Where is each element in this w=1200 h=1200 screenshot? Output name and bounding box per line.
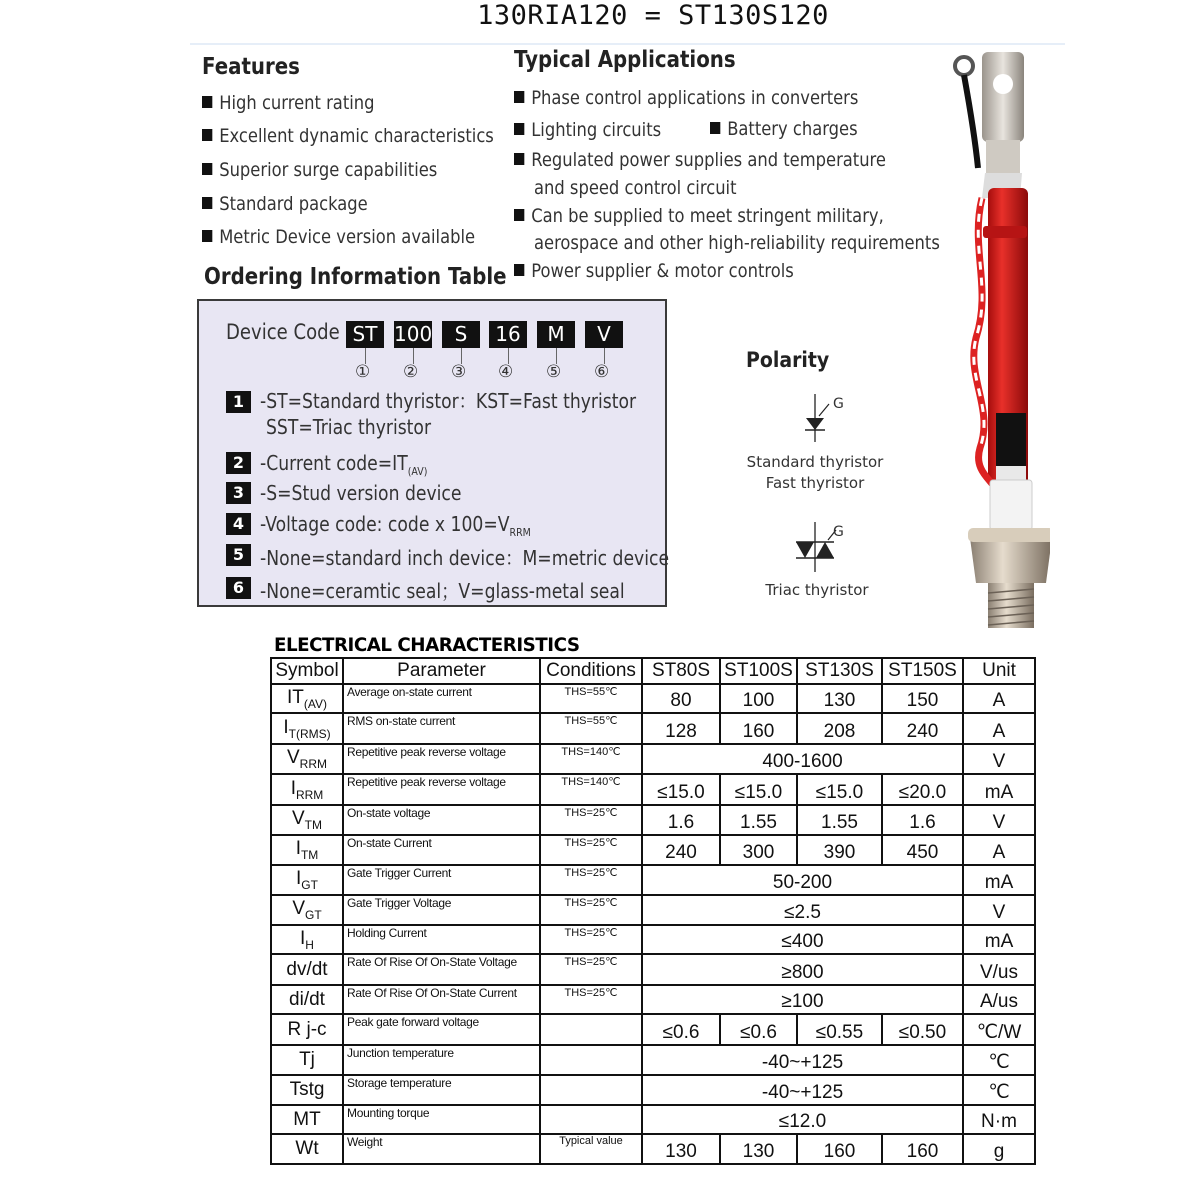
symbol-cell: $I_H$: [271, 925, 343, 954]
unit-cell: g: [963, 1134, 1035, 1164]
symbol-cell: Wt: [271, 1134, 343, 1164]
parameter-cell: Rate Of Rise Of On-State Voltage: [343, 954, 540, 985]
value-cell: 1.6: [642, 805, 720, 835]
parameter-cell: Holding Current: [343, 925, 540, 954]
value-cell: 128: [642, 713, 720, 744]
ordering-number-badge: 4: [226, 513, 251, 535]
symbol-cell: di/dt: [271, 985, 343, 1014]
application-item: Lighting circuits: [514, 119, 661, 141]
unit-cell: A: [963, 684, 1035, 713]
parameter-cell: Rate Of Rise Of On-State Current: [343, 985, 540, 1014]
conditions-cell: THS=140℃: [540, 774, 642, 805]
thyristor-product-image: [930, 48, 1050, 633]
value-cell: ≤0.6: [720, 1014, 797, 1045]
value-cell: 130: [797, 684, 882, 713]
unit-cell: mA: [963, 865, 1035, 895]
feature-item: Excellent dynamic characteristics: [202, 125, 494, 147]
conditions-cell: THS=25℃: [540, 895, 642, 925]
conditions-cell: THS=25℃: [540, 954, 642, 985]
table-row: [271, 1105, 1035, 1134]
value-cell: 160: [797, 1134, 882, 1164]
ordering-number-badge: 3: [226, 482, 251, 504]
unit-cell: ℃: [963, 1045, 1035, 1075]
unit-cell: A: [963, 713, 1035, 744]
symbol-cell: R j-c: [271, 1014, 343, 1045]
value-cell: ≤400: [642, 925, 963, 954]
application-item: Phase control applications in converters: [514, 87, 858, 109]
conditions-cell: Typical value: [540, 1134, 642, 1164]
title-divider: [190, 43, 1065, 45]
value-cell: ≥100: [642, 985, 963, 1014]
symbol-cell: $V_{TM}$: [271, 805, 343, 835]
polarity-heading: Polarity: [746, 348, 830, 372]
bullet-icon: [514, 123, 524, 135]
feature-item: Standard package: [202, 193, 368, 215]
table-header-cell: Symbol: [271, 658, 343, 684]
table-row: [271, 835, 1035, 865]
gate-label: G: [833, 524, 844, 540]
value-cell: 390: [797, 835, 882, 865]
value-cell: 208: [797, 713, 882, 744]
unit-cell: mA: [963, 925, 1035, 954]
ordering-number-badge: 1: [226, 391, 251, 413]
feature-item: Superior surge capabilities: [202, 159, 437, 181]
table-header-cell: ST80S: [642, 658, 720, 684]
triac-thyristor-label: Triac thyristor: [765, 581, 869, 599]
application-item: Regulated power supplies and temperature: [514, 149, 886, 171]
circled-number: ④: [498, 362, 514, 381]
symbol-cell: $I_{RRM}$: [271, 774, 343, 805]
application-item-continued: aerospace and other high-reliability requirements: [534, 232, 940, 254]
value-cell: 130: [642, 1134, 720, 1164]
conditions-cell: THS=25℃: [540, 925, 642, 954]
table-row: [271, 713, 1035, 744]
value-cell: 400-1600: [642, 744, 963, 774]
ordering-number-badge: 2: [226, 452, 251, 474]
parameter-cell: On-state Current: [343, 835, 540, 865]
value-cell: -40~+125: [642, 1045, 963, 1075]
ordering-line-1: -ST=Standard thyristor：KST=Fast thyristor: [260, 389, 637, 413]
parameter-cell: Gate Trigger Current: [343, 865, 540, 895]
bullet-icon: [202, 96, 212, 108]
conditions-cell: THS=55℃: [540, 713, 642, 744]
table-row: [271, 954, 1035, 985]
bullet-icon: [202, 163, 212, 175]
value-cell: 240: [642, 835, 720, 865]
conditions-cell: [540, 1014, 642, 1045]
value-cell: 1.55: [797, 805, 882, 835]
bullet-icon: [710, 122, 720, 134]
unit-cell: ℃: [963, 1075, 1035, 1105]
symbol-cell: Tstg: [271, 1075, 343, 1105]
ordering-heading: Ordering Information Table: [204, 264, 507, 290]
table-row: [271, 1075, 1035, 1105]
ordering-line-1b: SST=Triac thyristor: [266, 415, 432, 439]
symbol-cell: $V_{GT}$: [271, 895, 343, 925]
unit-cell: A/us: [963, 985, 1035, 1014]
unit-cell: ℃/W: [963, 1014, 1035, 1045]
conditions-cell: THS=55℃: [540, 684, 642, 713]
conditions-cell: [540, 1075, 642, 1105]
unit-cell: N·m: [963, 1105, 1035, 1134]
ordering-line-5: -None=standard inch device：M=metric device: [260, 546, 670, 570]
application-item: Can be supplied to meet stringent military,: [514, 205, 884, 227]
symbol-cell: Tj: [271, 1045, 343, 1075]
parameter-cell: On-state voltage: [343, 805, 540, 835]
gate-label: G: [833, 396, 844, 412]
device-code-segment: S: [442, 321, 480, 348]
circled-number: ⑥: [594, 362, 610, 381]
conditions-cell: THS=25℃: [540, 835, 642, 865]
table-header-cell: Unit: [963, 658, 1035, 684]
value-cell: 160: [720, 713, 797, 744]
table-row: [271, 865, 1035, 895]
conditions-cell: THS=140℃: [540, 744, 642, 774]
bullet-icon: [202, 129, 212, 141]
parameter-cell: Gate Trigger Voltage: [343, 895, 540, 925]
bullet-icon: [514, 264, 524, 276]
table-header-cell: ST100S: [720, 658, 797, 684]
conditions-cell: THS=25℃: [540, 985, 642, 1014]
symbol-cell: $IT_{(AV)}$: [271, 684, 343, 713]
applications-heading: Typical Applications: [514, 47, 736, 73]
symbol-cell: dv/dt: [271, 954, 343, 985]
standard-thyristor-label: Standard thyristor: [746, 453, 884, 471]
value-cell: -40~+125: [642, 1075, 963, 1105]
bullet-icon: [514, 91, 524, 103]
ordering-number-badge: 6: [226, 577, 251, 599]
symbol-cell: $I_{GT}$: [271, 865, 343, 895]
parameter-cell: Storage temperature: [343, 1075, 540, 1105]
parameter-cell: Junction temperature: [343, 1045, 540, 1075]
page-title: 130RIA120 = ST130S120: [477, 0, 829, 31]
parameter-cell: Repetitive peak reverse voltage: [343, 744, 540, 774]
table-row: [271, 684, 1035, 713]
ordering-line-6: -None=ceramtic seal；V=glass-metal seal: [260, 579, 625, 603]
value-cell: 450: [882, 835, 963, 865]
unit-cell: V/us: [963, 954, 1035, 985]
value-cell: ≤15.0: [642, 774, 720, 805]
value-cell: ≤15.0: [720, 774, 797, 805]
symbol-cell: $V_{RRM}$: [271, 744, 343, 774]
unit-cell: A: [963, 835, 1035, 865]
parameter-cell: Average on-state current: [343, 684, 540, 713]
thyristor-symbol-icon: [795, 392, 855, 444]
conditions-cell: THS=25℃: [540, 805, 642, 835]
circled-number: ①: [355, 362, 371, 381]
table-row: [271, 744, 1035, 774]
table-header-cell: Parameter: [343, 658, 540, 684]
value-cell: 50-200: [642, 865, 963, 895]
value-cell: 1.6: [882, 805, 963, 835]
ordering-line-4: -Voltage code: code x $100=V_{RRM}$: [260, 512, 531, 539]
table-header-row: [271, 658, 1035, 684]
fast-thyristor-label: Fast thyristor: [765, 474, 865, 492]
device-code-segment: ST: [346, 321, 384, 348]
value-cell: 240: [882, 713, 963, 744]
conditions-cell: [540, 1045, 642, 1075]
application-item-continued: and speed control circuit: [534, 177, 737, 199]
value-cell: ≤12.0: [642, 1105, 963, 1134]
ordering-line-3: -S=Stud version device: [260, 481, 462, 505]
bullet-icon: [202, 230, 212, 242]
table-header-cell: ST130S: [797, 658, 882, 684]
table-row: [271, 985, 1035, 1014]
value-cell: ≤0.55: [797, 1014, 882, 1045]
application-item: Battery charges: [710, 118, 858, 140]
bullet-icon: [514, 209, 524, 221]
features-heading: Features: [202, 54, 300, 80]
value-cell: 150: [882, 684, 963, 713]
conditions-cell: [540, 1105, 642, 1134]
value-cell: 300: [720, 835, 797, 865]
table-row: [271, 774, 1035, 805]
electrical-heading: ELECTRICAL CHARACTERISTICS: [274, 634, 580, 656]
value-cell: 1.55: [720, 805, 797, 835]
table-header-cell: ST150S: [882, 658, 963, 684]
device-code-segment: 100: [394, 322, 433, 346]
value-cell: ≤0.50: [882, 1014, 963, 1045]
electrical-characteristics-table: [270, 657, 1036, 1165]
bullet-icon: [514, 153, 524, 165]
table-row: [271, 1014, 1035, 1045]
table-row: [271, 805, 1035, 835]
bullet-icon: [202, 197, 212, 209]
table-row: [271, 1134, 1035, 1164]
table-row: [271, 925, 1035, 954]
feature-item: Metric Device version available: [202, 226, 475, 248]
value-cell: ≤2.5: [642, 895, 963, 925]
value-cell: ≤20.0: [882, 774, 963, 805]
circled-number: ⑤: [546, 362, 562, 381]
feature-item: High current rating: [202, 92, 374, 114]
unit-cell: mA: [963, 774, 1035, 805]
parameter-cell: Peak gate forward voltage: [343, 1014, 540, 1045]
device-code-segment: 16: [489, 321, 527, 348]
ordering-number-badge: 5: [226, 544, 251, 566]
parameter-cell: Repetitive peak reverse voltage: [343, 774, 540, 805]
value-cell: 100: [720, 684, 797, 713]
symbol-cell: $I_{T(RMS)}$: [271, 713, 343, 744]
circled-number: ③: [451, 362, 467, 381]
unit-cell: V: [963, 805, 1035, 835]
value-cell: 160: [882, 1134, 963, 1164]
value-cell: ≤0.6: [642, 1014, 720, 1045]
application-item: Power supplier & motor controls: [514, 260, 794, 282]
circled-number: ②: [403, 362, 419, 381]
ordering-line-2: -Current $code=IT_{(AV)}$: [260, 451, 428, 478]
table-row: [271, 895, 1035, 925]
device-code-label: Device Code: [226, 320, 340, 344]
symbol-cell: $I_{TM}$: [271, 835, 343, 865]
value-cell: ≥800: [642, 954, 963, 985]
parameter-cell: Weight: [343, 1134, 540, 1164]
value-cell: 130: [720, 1134, 797, 1164]
table-row: [271, 1045, 1035, 1075]
conditions-cell: THS=25℃: [540, 865, 642, 895]
parameter-cell: Mounting torque: [343, 1105, 540, 1134]
value-cell: 80: [642, 684, 720, 713]
device-code-segment: V: [585, 321, 623, 348]
table-header-cell: Conditions: [540, 658, 642, 684]
value-cell: ≤15.0: [797, 774, 882, 805]
unit-cell: V: [963, 744, 1035, 774]
symbol-cell: MT: [271, 1105, 343, 1134]
parameter-cell: RMS on-state current: [343, 713, 540, 744]
unit-cell: V: [963, 895, 1035, 925]
device-code-segment: M: [537, 321, 575, 348]
